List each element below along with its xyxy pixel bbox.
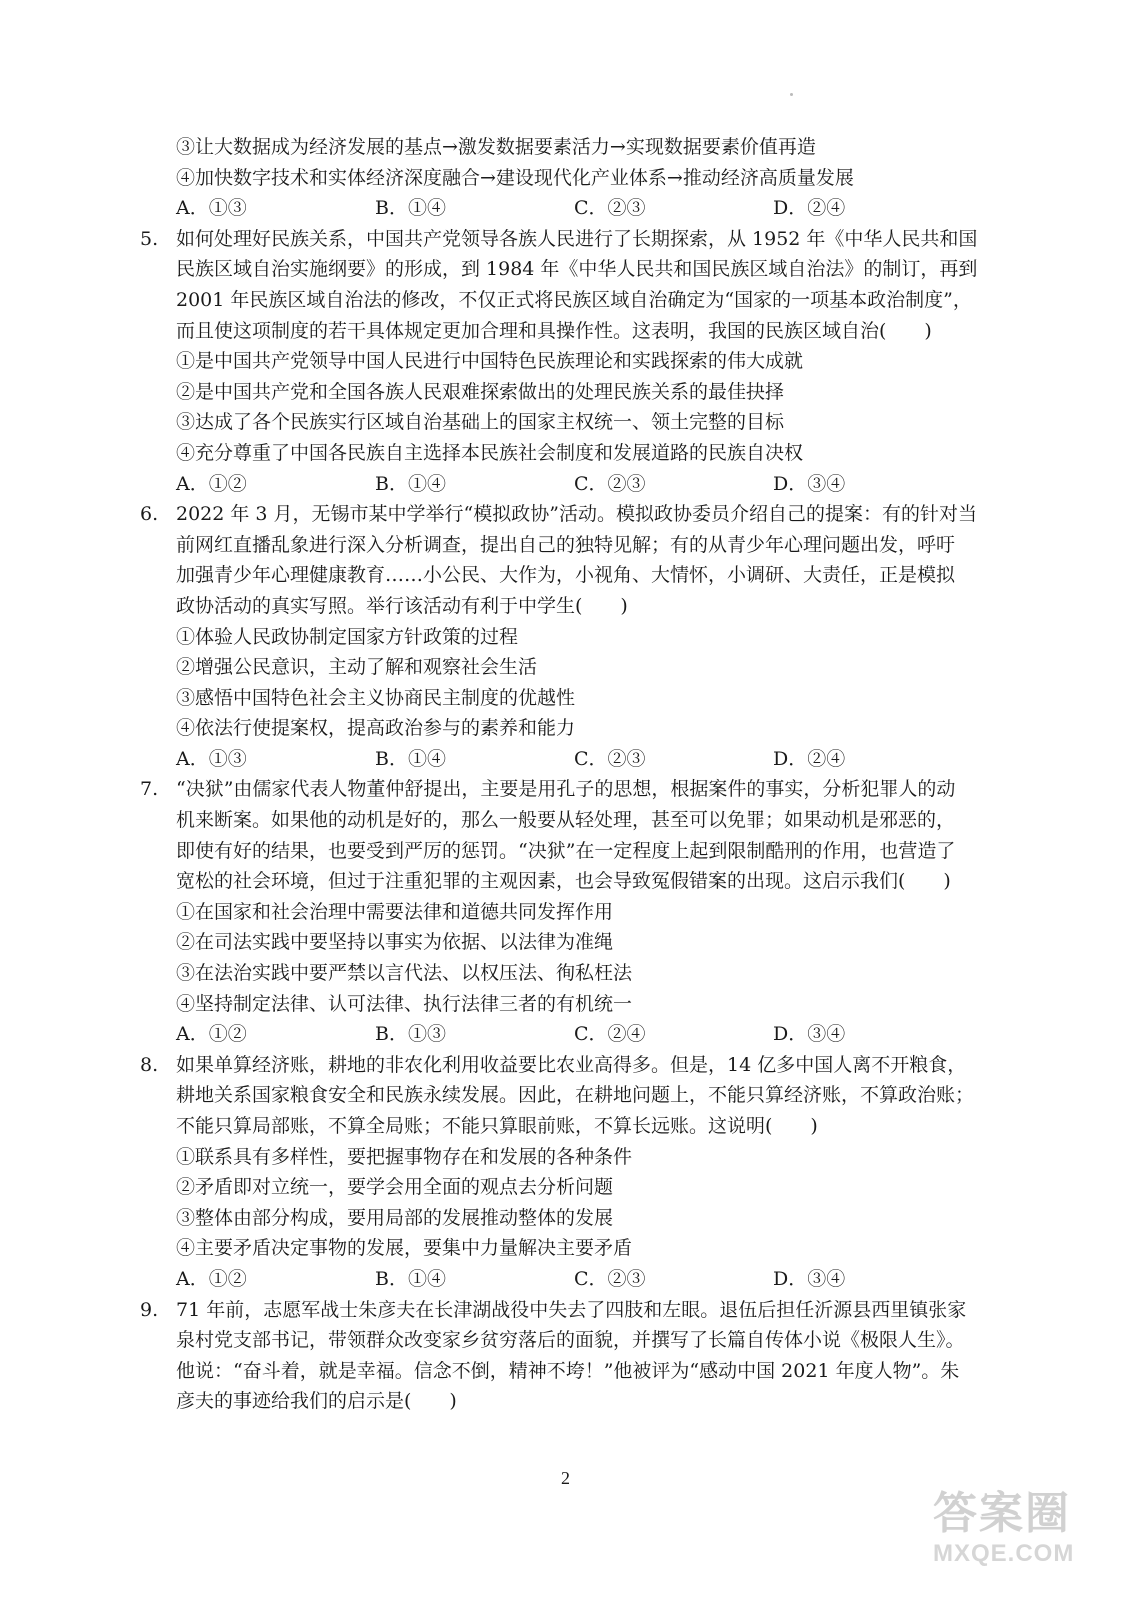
option-0: A．①② (176, 472, 247, 495)
question-text: 而且使这项制度的若干具体规定更加合理和具操作性。这表明，我国的民族区域自治( ) (176, 319, 932, 342)
question-text: 不能只算局部账，不算全局账；不能只算眼前账，不算长远账。这说明( ) (176, 1115, 818, 1137)
statement: ②增强公民意识，主动了解和观察社会生活 (176, 656, 538, 679)
statement: ①在国家和社会治理中需要法律和道德共同发挥作用 (176, 900, 614, 923)
option-1: B．①④ (375, 1267, 446, 1290)
watermark-logo (933, 1488, 1103, 1578)
option-0: A．①② (176, 1267, 247, 1290)
question-text: 机来断案。如果他的动机是好的，那么一般要从轻处理，甚至可以免罪；如果动机是邪恶的， (176, 809, 956, 832)
question-stem-line (140, 1386, 1010, 1417)
question-indent (140, 316, 176, 347)
option-3: D．③④ (773, 1023, 846, 1046)
question-stem-line (140, 1111, 1010, 1142)
question-indent (140, 530, 176, 561)
question-text: “决狱”由儒家代表人物董仲舒提出，主要是用孔子的思想，根据案件的事实，分析犯罪人的动 (176, 778, 956, 801)
speck (790, 93, 793, 96)
option-3: D．②④ (773, 197, 846, 220)
question-number: 7. (140, 778, 159, 801)
page-number: 2 (561, 1468, 570, 1488)
question-stem-line (140, 1356, 1010, 1387)
options-row (140, 193, 1010, 224)
question-stem-first-line (140, 1295, 1010, 1326)
option-2: C．②③ (574, 1267, 646, 1290)
statement: ④加快数字技术和实体经济深度融合→建设现代化产业体系→推动经济高质量发展 (176, 166, 854, 189)
option-0: A．①② (176, 1023, 247, 1046)
question-text: 民族区域自治实施纲要》的形成，到 1984 年《中华人民共和国民族区域自治法》的制订，再到 (176, 258, 978, 281)
option-3: D．②④ (773, 747, 846, 770)
option-0: A．①③ (176, 197, 247, 220)
question-text: 如何处理好民族关系，中国共产党领导各族人民进行了长期探索，从 1952 年《中华人民共和国 (176, 227, 978, 250)
question-text: 即使有好的结果，也要受到严厉的惩罚。“决狱”在一定程度上起到限制酷刑的作用，也营造了 (176, 839, 956, 862)
question-stem-line (140, 866, 1010, 897)
question-stem-line (140, 316, 1010, 347)
option-1: B．①④ (375, 747, 446, 770)
statement: ①是中国共产党领导中国人民进行中国特色民族理论和实践探索的伟大成就 (176, 350, 804, 373)
statement: ④主要矛盾决定事物的发展，要集中力量解决主要矛盾 (176, 1237, 633, 1260)
statement: ③达成了各个民族实行区域自治基础上的国家主权统一、领土完整的目标 (176, 411, 785, 434)
option-2: C．②④ (574, 1023, 646, 1046)
question-indent (140, 1356, 176, 1387)
question-text: 加强青少年心理健康教育……小公民、大作为，小视角、大情怀，小调研、大责任，正是模拟 (176, 564, 956, 587)
question-stem-line (140, 560, 1010, 591)
option-1: B．①③ (375, 1023, 446, 1046)
options-row (140, 469, 1010, 500)
option-2: C．②③ (574, 197, 646, 220)
question-indent (140, 836, 176, 867)
question-number: 8. (140, 1053, 159, 1076)
statement: ③感悟中国特色社会主义协商民主制度的优越性 (176, 686, 576, 709)
statement: ①体验人民政协制定国家方针政策的过程 (176, 625, 519, 648)
statement: ②在司法实践中要坚持以事实为依据、以法律为准绳 (176, 931, 614, 954)
question-text: 彦夫的事迹给我们的启示是( ) (176, 1390, 457, 1413)
question-indent (140, 1080, 176, 1111)
question-stem-first-line (140, 499, 1010, 530)
statement: ②是中国共产党和全国各族人民艰难探索做出的处理民族关系的最佳抉择 (176, 380, 785, 403)
question-number: 9. (140, 1298, 159, 1321)
statement: ①联系具有多样性，要把握事物存在和发展的各种条件 (176, 1145, 633, 1168)
question-text: 前网红直播乱象进行深入分析调查，提出自己的独特见解；有的从青少年心理问题出发，呼吁 (176, 533, 956, 556)
question-number: 6. (140, 503, 159, 526)
question-text: 耕地关系国家粮食安全和民族永续发展。因此，在耕地问题上，不能只算经济账，不算政治账； (176, 1084, 975, 1107)
question-indent (140, 560, 176, 591)
question-text: 他说：“奋斗着，就是幸福。信念不倒，精神不垮！”他被评为“感动中国 2021 年度人物”。朱 (176, 1359, 960, 1382)
question-text: 71 年前，志愿军战士朱彦夫在长津湖战役中失去了四肢和左眼。退伍后担任沂源县西里镇张家 (176, 1298, 967, 1321)
question-stem-first-line (140, 224, 1010, 255)
question-stem-line (140, 591, 1010, 622)
question-text: 2022 年 3 月，无锡市某中学举行“模拟政协”活动。模拟政协委员介绍自己的提案：有的针对当 (176, 503, 977, 526)
watermark-top-text: 答案圈 (933, 1488, 1071, 1539)
question-indent (140, 285, 176, 316)
option-3: D．③④ (773, 1267, 846, 1290)
question-indent (140, 866, 176, 897)
question-indent (140, 1111, 176, 1142)
question-stem-line (140, 836, 1010, 867)
question-stem-line (140, 805, 1010, 836)
option-2: C．②③ (574, 747, 646, 770)
question-text: 泉村党支部书记，带领群众改变家乡贫穷落后的面貌，并撰写了长篇自传体小说《极限人生》。 (176, 1329, 965, 1352)
statement: ②矛盾即对立统一，要学会用全面的观点去分析问题 (176, 1176, 614, 1199)
question-text: 政协活动的真实写照。举行该活动有利于中学生( ) (176, 594, 628, 617)
option-2: C．②③ (574, 472, 646, 495)
question-number: 5. (140, 227, 159, 250)
options-row (140, 744, 1010, 775)
question-indent (140, 1386, 176, 1417)
option-1: B．①④ (375, 472, 446, 495)
option-3: D．③④ (773, 472, 846, 495)
question-indent (140, 805, 176, 836)
statement: ④坚持制定法律、认可法律、执行法律三者的有机统一 (176, 992, 633, 1015)
statement: ④依法行使提案权，提高政治参与的素养和能力 (176, 717, 576, 740)
question-text: 宽松的社会环境，但过于注重犯罪的主观因素，也会导致冤假错案的出现。这启示我们( ) (176, 870, 951, 893)
statement: ③让大数据成为经济发展的基点→激发数据要素活力→实现数据要素价值再造 (176, 136, 816, 158)
question-indent (140, 1325, 176, 1356)
question-indent (140, 254, 176, 285)
question-stem-line (140, 530, 1010, 561)
statement: ③整体由部分构成，要用局部的发展推动整体的发展 (176, 1206, 614, 1229)
question-stem-line (140, 1325, 1010, 1356)
watermark-bottom-text: MXQE.COM (933, 1540, 1075, 1567)
option-1: B．①④ (375, 197, 446, 220)
question-stem-line (140, 254, 1010, 285)
statement: ③在法治实践中要严禁以言代法、以权压法、徇私枉法 (176, 962, 633, 985)
option-0: A．①③ (176, 747, 247, 770)
page-content (140, 132, 1010, 1417)
question-indent (140, 591, 176, 622)
options-row (140, 1264, 1010, 1295)
question-stem-first-line (140, 774, 1010, 805)
question-stem-line (140, 285, 1010, 316)
question-stem-line (140, 1080, 1010, 1111)
question-text: 如果单算经济账，耕地的非农化利用收益要比农业高得多。但是，14 亿多中国人离不开粮食， (176, 1053, 967, 1076)
options-row (140, 1019, 1010, 1050)
statement: ④充分尊重了中国各民族自主选择本民族社会制度和发展道路的民族自决权 (176, 441, 804, 464)
question-text: 2001 年民族区域自治法的修改，不仅正式将民族区域自治确定为“国家的一项基本政治制度”， (176, 288, 972, 311)
question-stem-first-line (140, 1050, 1010, 1081)
